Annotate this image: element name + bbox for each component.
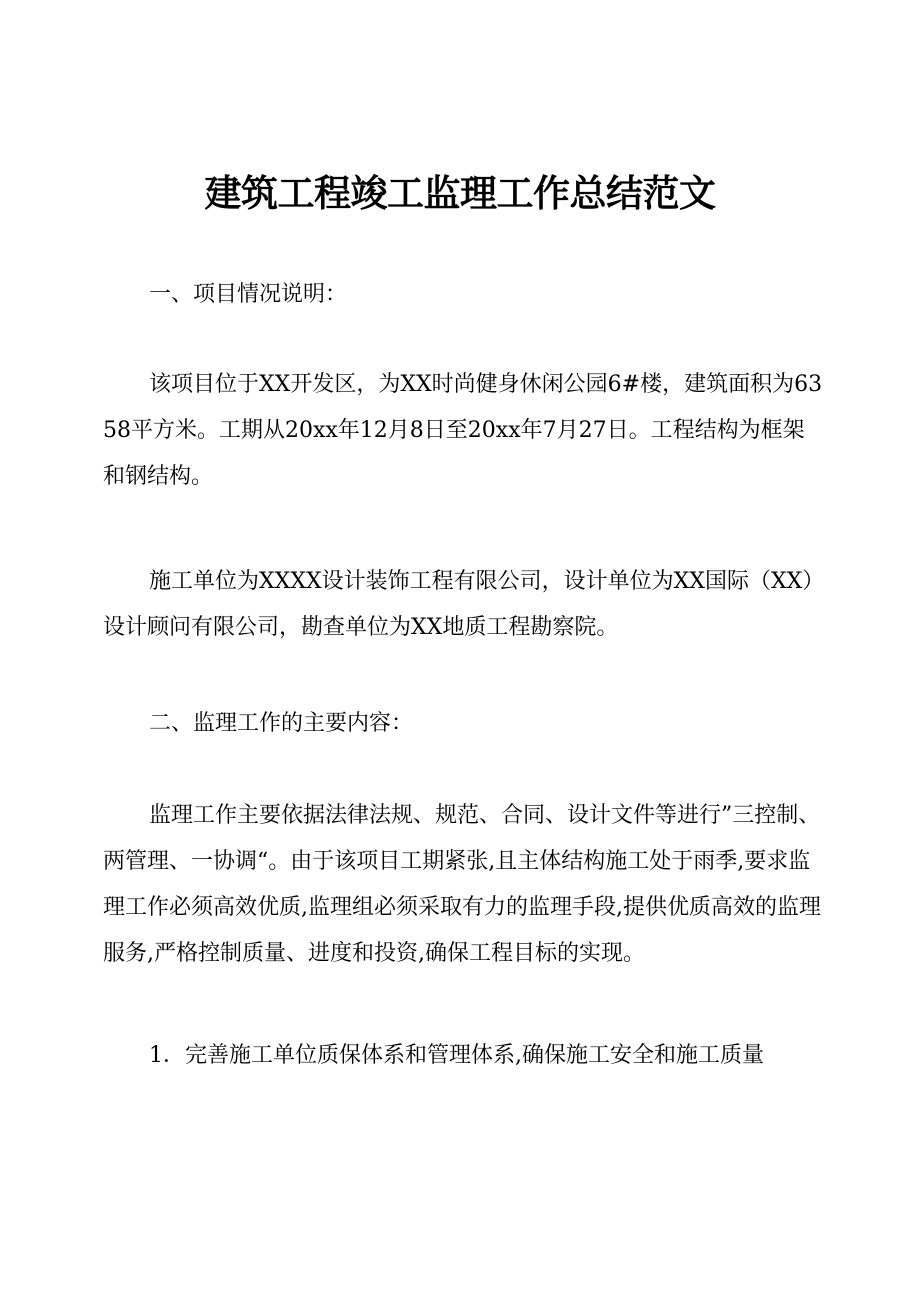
- document-title: 建筑工程竣工监理工作总结范文: [204, 172, 716, 215]
- section-heading-project-overview: 一、项目情况说明：: [149, 282, 348, 307]
- paragraph-supervision-basis: 监理工作主要依据法律法规、规范、合同、设计文件等进行”三控制、两管理、一协调“。由于该项目工期紧张,且主体结构施工处于雨季,要求监理工作必须高效优质,监理组必须采取有力的监理手段,提供优质高效的监理服务,严格控制质量、进度和投资,确保工程目标的实现。: [103, 803, 821, 966]
- section-heading-supervision-content: 二、监理工作的主要内容：: [149, 711, 414, 736]
- paragraph-project-location: 该项目位于XX开发区，为XX时尚健身休闲公园6#楼，建筑面积为6358平方米。工期从20xx年12月8日至20xx年7月27日。工程结构为框架和钢结构。: [103, 372, 823, 489]
- paragraph-project-units: 施工单位为XXXX设计装饰工程有限公司，设计单位为XX国际（XX）设计顾问有限公司，勘查单位为XX地质工程勘察院。: [103, 569, 825, 640]
- list-item-quality-system: 1．完善施工单位质保体系和管理体系,确保施工安全和施工质量: [149, 1043, 764, 1068]
